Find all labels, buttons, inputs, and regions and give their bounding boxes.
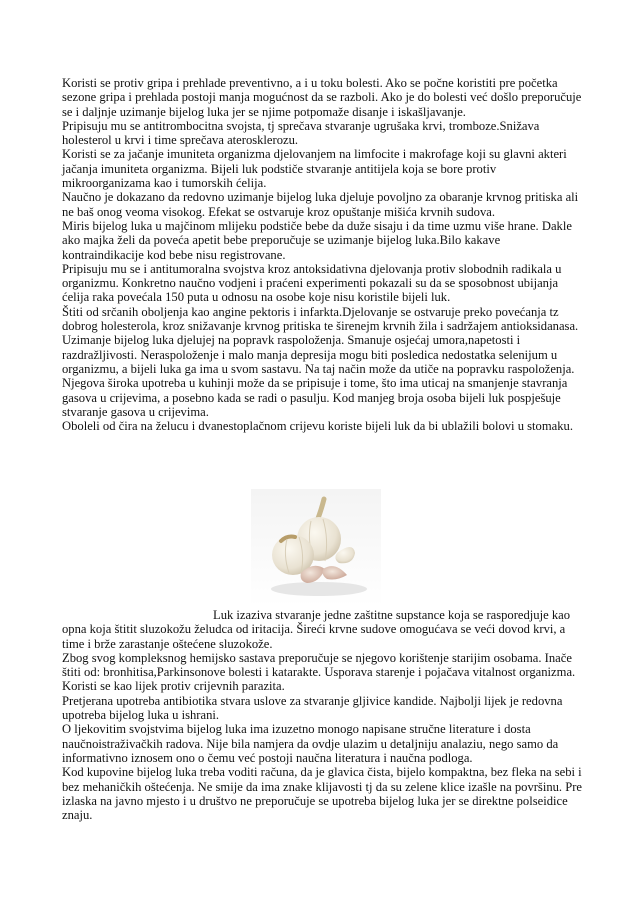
garlic-image bbox=[251, 489, 381, 607]
paragraph: Zbog svog kompleksnog hemijsko sastava preporučuje se njegovo korištenje starijim osobama. Inače štiti od: bronhitisa,Parkinsonove bolesti i katarakte. Usporava starenje i pojačava vitalnost organizma. Koristi se kao lijek protiv crijevnih parazita. bbox=[62, 650, 576, 694]
paragraph: Miris bijelog luka u majčinom mlijeku podstiče bebe da duže sisaju i da time uzmu više hrane. Dakle ako majka želi da poveća apetit bebe preporučuje se uzimanje bijelog luka.Bilo kakave kontraindikacije kod bebe nisu registrovane. bbox=[62, 218, 572, 262]
paragraph: Pretjerana upotreba antibiotika stvara uslove za stvaranje gljivice kandide. Najbolji lijek je redovna upotreba bijelog luka u ishrani. bbox=[62, 693, 563, 723]
paragraph: Koristi se protiv gripa i prehlade preventivno, a i u toku bolesti. Ako se počne koristiti pre početka sezone gripa i prehlada postoji manja mogućnost da se razboli. Ako je do bolesti već došlo preporučuje se i daljnje uzimanje bijelog luka jer se njime potpomaže disanje i iskašljavanje. bbox=[62, 76, 582, 119]
paragraph: O ljekovitim svojstvima bijelog luka ima izuzetno monogo napisane stručne literature i dosta naučnoistraživačkih radova. Nije bila namjera da ovdje ulazim u detaljniju analaziu, nego samo da informativno iznosem ono o čemu već postoji naučna literatura i naučna podloga. bbox=[62, 722, 559, 765]
paragraph: Kod kupovine bijelog luka treba voditi računa, da je glavica čista, bijelo kompaktna, bez fleka na sebi i bez mehaničkih oštećenja. Ne smije da ima znake klijavosti tj da su zelene klice izašle na površinu. Pre izlaska na javno mjesto i u društvo ne preporučuje se upotreba bijelog luka jer se direktne polseidice znaju. bbox=[62, 765, 583, 823]
paragraph: Njegova široka upotreba u kuhinji može da se pripisuje i tome, što ima uticaj na smanjenje stavranja gasova u crijevima, a posebno kada se radi o pasulju. Kod manjeg broja osoba bijeli luk pospješuje stvaranje gasova u crijevima. bbox=[62, 376, 568, 419]
text-block-upper bbox=[62, 76, 582, 433]
paragraph: Pripisuju mu se antitrombocitna svojsta, tj sprečava stvaranje ugrušaka krvi, tromboze.Snižava holesterol u krvi i time sprečava aterosklerozu. bbox=[62, 118, 540, 148]
paragraph: Naučno je dokazano da redovno uzimanje bijelog luka djeluje povoljno za obaranje krvnog pritiska ali ne baš onog veoma visokog. Efekat se ostvaruje kroz opuštanje mišića krvnih sudova. bbox=[62, 190, 579, 219]
paragraph: Uzimanje bijelog luka djelujej na popravk raspoloženja. Smanuje osjećaj umora,napetosti i razdražljivosti. Neraspoloženje i malo manja depresija mogu biti posledica nedostatka selenijum u organizmu, a bijeli luka ga ima u svom sastavu. Na taj način može da utiče na popravku raspoloženja. bbox=[62, 333, 575, 376]
garlic-photo-icon bbox=[251, 489, 381, 607]
text-block-lower bbox=[62, 608, 582, 822]
paragraph: Štiti od srčanih oboljenja kao angine pektoris i infarkta.Djelovanje se ostvaruje preko povećanja tz dobrog holesterola, kroz snižavanje krvnog pritiska te širenejm krvnih žila i sadržajem antioksidanasa. bbox=[62, 304, 579, 334]
paragraph: Pripisuju mu se i antitumoralna svojstva kroz antoksidativna djelovanja protiv slobodnih radikala u organizmu. Konkretno naučno vodjeni i praćeni experimenti pokazali su da se sposobnost ubijanja ćelija raka povećala 150 puta u odnosu na osobe koje nisu koristile bijeli luk. bbox=[62, 261, 562, 305]
paragraph: Luk izaziva stvaranje jedne zaštitne supstance koja se rasporedjuje kao opna koja štitit sluzokožu želudca od iritacija. Šireći krvne sudove omogućava se veći dovod krvi, a time i brže zarastanje oštećene sluzokože. bbox=[62, 608, 571, 651]
paragraph: Oboleli od čira na želucu i dvanestoplačnom crijevu koriste bijeli luk da bi ublažili bolovi u stomaku. bbox=[62, 419, 573, 434]
paragraph: Koristi se za jačanje imuniteta organizma djelovanjem na limfocite i makrofage koji su glavni akteri jačanja imuniteta organizma. Bijeli luk podstiče stvaranje antitijela koja se bore protiv mikroorganizama kao i tumorskih ćelija. bbox=[62, 147, 567, 191]
